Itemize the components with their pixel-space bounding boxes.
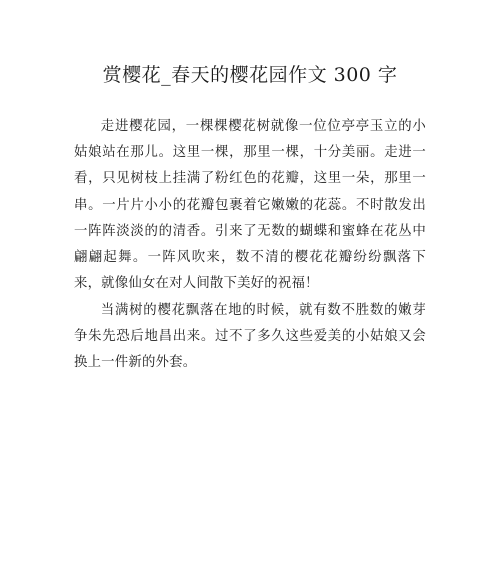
document-title: 赏樱花_春天的樱花园作文 300 字 — [102, 64, 398, 86]
body-paragraph-1: 走进樱花园，一棵棵樱花树就像一位位亭亭玉立的小姑娘站在那儿。这里一棵，那里一棵，十分美丽。走进一看，只见树枝上挂满了粉红色的花瓣，这里一朵，那里一串。一片片小小的花瓣包裹着它嫩嫩的花蕊。不时散发出一阵阵淡淡的的清香。引来了无数的蝴蝶和蜜蜂在花丛中翩翩起舞。一阵风吹来，数不清的樱花花瓣纷纷飘落下来，就像仙女在对人间散下美好的祝福！ — [74, 119, 426, 292]
body-paragraph-2: 当满树的樱花飘落在地的时候，就有数不胜数的嫩芽争朱先恐后地昌出来。过不了多久这些爱美的小姑娘又会换上一件新的外套。 — [74, 303, 426, 371]
